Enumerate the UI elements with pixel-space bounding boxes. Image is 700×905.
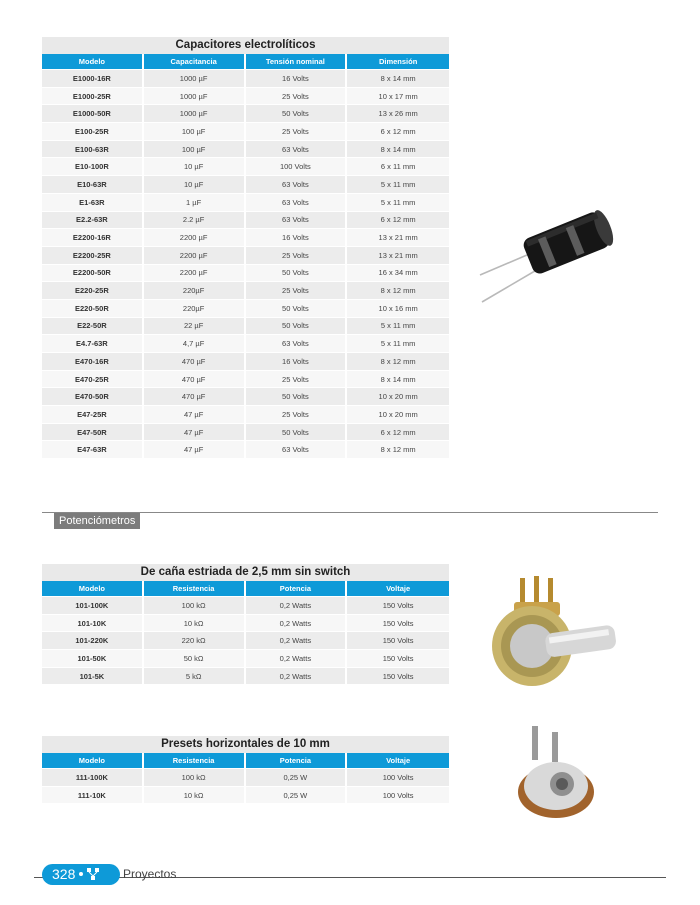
- capacitors-col-header: Dimensión: [347, 54, 449, 69]
- table-cell: 0,2 Watts: [246, 649, 348, 667]
- presets-table-title: Presets horizontales de 10 mm: [42, 736, 449, 753]
- table-cell: 1000 µF: [144, 87, 246, 105]
- table-cell: E470-25R: [42, 370, 144, 388]
- electrolytic-capacitor-image: [474, 190, 614, 310]
- table-cell: 16 Volts: [246, 69, 348, 87]
- table-cell: 0,2 Watts: [246, 614, 348, 632]
- table-cell: 150 Volts: [347, 614, 449, 632]
- table-cell: 16 x 34 mm: [347, 264, 449, 282]
- table-cell: E2200-25R: [42, 246, 144, 264]
- table-cell: 10 kΩ: [144, 786, 246, 804]
- table-cell: 25 Volts: [246, 246, 348, 264]
- table-row: [42, 631, 449, 649]
- capacitors-header-row: [42, 54, 449, 69]
- table-cell: 0,25 W: [246, 768, 348, 786]
- table-row: [42, 387, 449, 405]
- table-cell: 10 x 17 mm: [347, 87, 449, 105]
- capacitors-col-header: Modelo: [42, 54, 144, 69]
- pots_shaft-col-header: Resistencia: [144, 581, 246, 596]
- table-cell: E470-16R: [42, 352, 144, 370]
- table-cell: 6 x 12 mm: [347, 423, 449, 441]
- table-cell: 111-100K: [42, 768, 144, 786]
- table-cell: 220µF: [144, 281, 246, 299]
- table-cell: 22 µF: [144, 317, 246, 335]
- table-row: [42, 667, 449, 685]
- table-cell: 10 kΩ: [144, 614, 246, 632]
- table-row: [42, 317, 449, 335]
- pots-shaft-table-title: De caña estriada de 2,5 mm sin switch: [42, 564, 449, 581]
- table-cell: 6 x 11 mm: [347, 157, 449, 175]
- table-cell: 63 Volts: [246, 140, 348, 158]
- table-cell: 0,2 Watts: [246, 667, 348, 685]
- presets-table: [42, 736, 449, 803]
- table-cell: 150 Volts: [347, 649, 449, 667]
- table-cell: 0,25 W: [246, 786, 348, 804]
- table-cell: 470 µF: [144, 352, 246, 370]
- table-cell: 100 Volts: [347, 786, 449, 804]
- table-cell: 100 kΩ: [144, 768, 246, 786]
- table-cell: E2200-16R: [42, 228, 144, 246]
- table-row: [42, 264, 449, 282]
- capacitors-col-header: Capacitancia: [144, 54, 246, 69]
- table-cell: 470 µF: [144, 370, 246, 388]
- table-cell: 100 µF: [144, 140, 246, 158]
- table-cell: 1000 µF: [144, 104, 246, 122]
- table-row: [42, 423, 449, 441]
- table-row: [42, 405, 449, 423]
- table-cell: E4.7-63R: [42, 334, 144, 352]
- table-cell: E100-63R: [42, 140, 144, 158]
- table-cell: 50 Volts: [246, 104, 348, 122]
- table-cell: E100-25R: [42, 122, 144, 140]
- presets-col-header: Potencia: [246, 753, 348, 768]
- separator-dot: [79, 872, 83, 876]
- table-cell: E47-50R: [42, 423, 144, 441]
- table-cell: 63 Volts: [246, 193, 348, 211]
- table-cell: 5 x 11 mm: [347, 193, 449, 211]
- capacitors-col-header: Tensión nominal: [246, 54, 348, 69]
- table-cell: 6 x 12 mm: [347, 211, 449, 229]
- table-cell: 63 Volts: [246, 440, 348, 458]
- table-row: [42, 140, 449, 158]
- table-cell: 5 x 11 mm: [347, 317, 449, 335]
- capacitors-table: [42, 37, 449, 458]
- table-cell: 1000 µF: [144, 69, 246, 87]
- table-cell: 5 x 11 mm: [347, 334, 449, 352]
- table-cell: 47 µF: [144, 405, 246, 423]
- table-cell: 1 µF: [144, 193, 246, 211]
- presets-col-header: Resistencia: [144, 753, 246, 768]
- table-cell: 13 x 21 mm: [347, 246, 449, 264]
- table-cell: 13 x 26 mm: [347, 104, 449, 122]
- table-cell: 100 kΩ: [144, 596, 246, 614]
- pots_shaft-col-header: Modelo: [42, 581, 144, 596]
- table-row: [42, 352, 449, 370]
- table-row: [42, 768, 449, 786]
- table-row: [42, 246, 449, 264]
- table-cell: E10-100R: [42, 157, 144, 175]
- capacitors-table-title: Capacitores electrolíticos: [42, 37, 449, 54]
- table-cell: 2200 µF: [144, 228, 246, 246]
- table-cell: 63 Volts: [246, 334, 348, 352]
- table-cell: 5 x 11 mm: [347, 175, 449, 193]
- table-cell: E22-50R: [42, 317, 144, 335]
- table-row: [42, 69, 449, 87]
- table-cell: 8 x 12 mm: [347, 352, 449, 370]
- table-cell: 25 Volts: [246, 122, 348, 140]
- table-cell: 8 x 14 mm: [347, 69, 449, 87]
- table-cell: 13 x 21 mm: [347, 228, 449, 246]
- table-cell: 25 Volts: [246, 87, 348, 105]
- table-row: [42, 281, 449, 299]
- table-row: [42, 440, 449, 458]
- table-cell: 8 x 12 mm: [347, 440, 449, 458]
- table-cell: 150 Volts: [347, 667, 449, 685]
- table-cell: E1000-16R: [42, 69, 144, 87]
- table-row: [42, 157, 449, 175]
- table-row: [42, 370, 449, 388]
- table-cell: E47-63R: [42, 440, 144, 458]
- pots_shaft-col-header: Potencia: [246, 581, 348, 596]
- table-cell: 150 Volts: [347, 631, 449, 649]
- section-tag-potenciometros: Potenciómetros: [54, 513, 140, 529]
- presets-header-row: [42, 753, 449, 768]
- table-cell: E2.2-63R: [42, 211, 144, 229]
- page-number-badge: [42, 864, 120, 885]
- table-cell: E1-63R: [42, 193, 144, 211]
- presets-col-header: Modelo: [42, 753, 144, 768]
- table-cell: E220-25R: [42, 281, 144, 299]
- table-cell: E470-50R: [42, 387, 144, 405]
- table-cell: 50 kΩ: [144, 649, 246, 667]
- table-cell: 50 Volts: [246, 387, 348, 405]
- table-cell: 50 Volts: [246, 423, 348, 441]
- table-cell: 10 x 20 mm: [347, 405, 449, 423]
- table-cell: 2200 µF: [144, 264, 246, 282]
- table-cell: 2.2 µF: [144, 211, 246, 229]
- table-cell: E47-25R: [42, 405, 144, 423]
- table-cell: 10 µF: [144, 175, 246, 193]
- table-cell: 16 Volts: [246, 352, 348, 370]
- table-row: [42, 596, 449, 614]
- table-cell: 6 x 12 mm: [347, 122, 449, 140]
- table-cell: 111-10K: [42, 786, 144, 804]
- table-cell: 25 Volts: [246, 405, 348, 423]
- table-cell: 47 µF: [144, 423, 246, 441]
- table-cell: E1000-25R: [42, 87, 144, 105]
- table-row: [42, 299, 449, 317]
- table-cell: 101-5K: [42, 667, 144, 685]
- page-number: 328: [52, 866, 76, 882]
- table-cell: 8 x 14 mm: [347, 370, 449, 388]
- table-cell: 10 x 20 mm: [347, 387, 449, 405]
- table-row: [42, 193, 449, 211]
- pots-shaft-body: [42, 596, 449, 684]
- table-cell: 8 x 14 mm: [347, 140, 449, 158]
- capacitors-body: [42, 69, 449, 458]
- potentiometer-image: [484, 574, 624, 692]
- table-cell: 101-10K: [42, 614, 144, 632]
- table-cell: 2200 µF: [144, 246, 246, 264]
- pots-shaft-table: [42, 564, 449, 684]
- table-row: [42, 211, 449, 229]
- table-row: [42, 104, 449, 122]
- table-cell: 25 Volts: [246, 281, 348, 299]
- table-row: [42, 228, 449, 246]
- table-cell: 16 Volts: [246, 228, 348, 246]
- table-cell: 220µF: [144, 299, 246, 317]
- table-cell: 8 x 12 mm: [347, 281, 449, 299]
- table-row: [42, 122, 449, 140]
- table-cell: 50 Volts: [246, 264, 348, 282]
- table-cell: 100 Volts: [246, 157, 348, 175]
- table-cell: 63 Volts: [246, 175, 348, 193]
- pots-shaft-header-row: [42, 581, 449, 596]
- table-cell: 101-50K: [42, 649, 144, 667]
- presets-col-header: Voltaje: [347, 753, 449, 768]
- table-cell: 100 Volts: [347, 768, 449, 786]
- table-cell: 10 µF: [144, 157, 246, 175]
- circuit-icon: [86, 867, 100, 881]
- table-cell: 4,7 µF: [144, 334, 246, 352]
- table-row: [42, 175, 449, 193]
- preset-image: [508, 722, 608, 824]
- pots_shaft-col-header: Voltaje: [347, 581, 449, 596]
- table-cell: 100 µF: [144, 122, 246, 140]
- table-cell: 0,2 Watts: [246, 596, 348, 614]
- table-cell: 150 Volts: [347, 596, 449, 614]
- table-cell: E2200-50R: [42, 264, 144, 282]
- table-row: [42, 786, 449, 804]
- table-cell: 50 Volts: [246, 317, 348, 335]
- table-cell: 63 Volts: [246, 211, 348, 229]
- table-cell: 101-220K: [42, 631, 144, 649]
- table-row: [42, 334, 449, 352]
- table-cell: 50 Volts: [246, 299, 348, 317]
- table-cell: E220-50R: [42, 299, 144, 317]
- footer-section-label: Proyectos: [123, 867, 177, 881]
- table-cell: 220 kΩ: [144, 631, 246, 649]
- table-cell: 47 µF: [144, 440, 246, 458]
- table-row: [42, 87, 449, 105]
- table-cell: 470 µF: [144, 387, 246, 405]
- table-cell: E10-63R: [42, 175, 144, 193]
- table-cell: 0,2 Watts: [246, 631, 348, 649]
- table-row: [42, 649, 449, 667]
- table-cell: E1000-50R: [42, 104, 144, 122]
- table-row: [42, 614, 449, 632]
- presets-body: [42, 768, 449, 803]
- table-cell: 5 kΩ: [144, 667, 246, 685]
- table-cell: 101-100K: [42, 596, 144, 614]
- table-cell: 10 x 16 mm: [347, 299, 449, 317]
- table-cell: 25 Volts: [246, 370, 348, 388]
